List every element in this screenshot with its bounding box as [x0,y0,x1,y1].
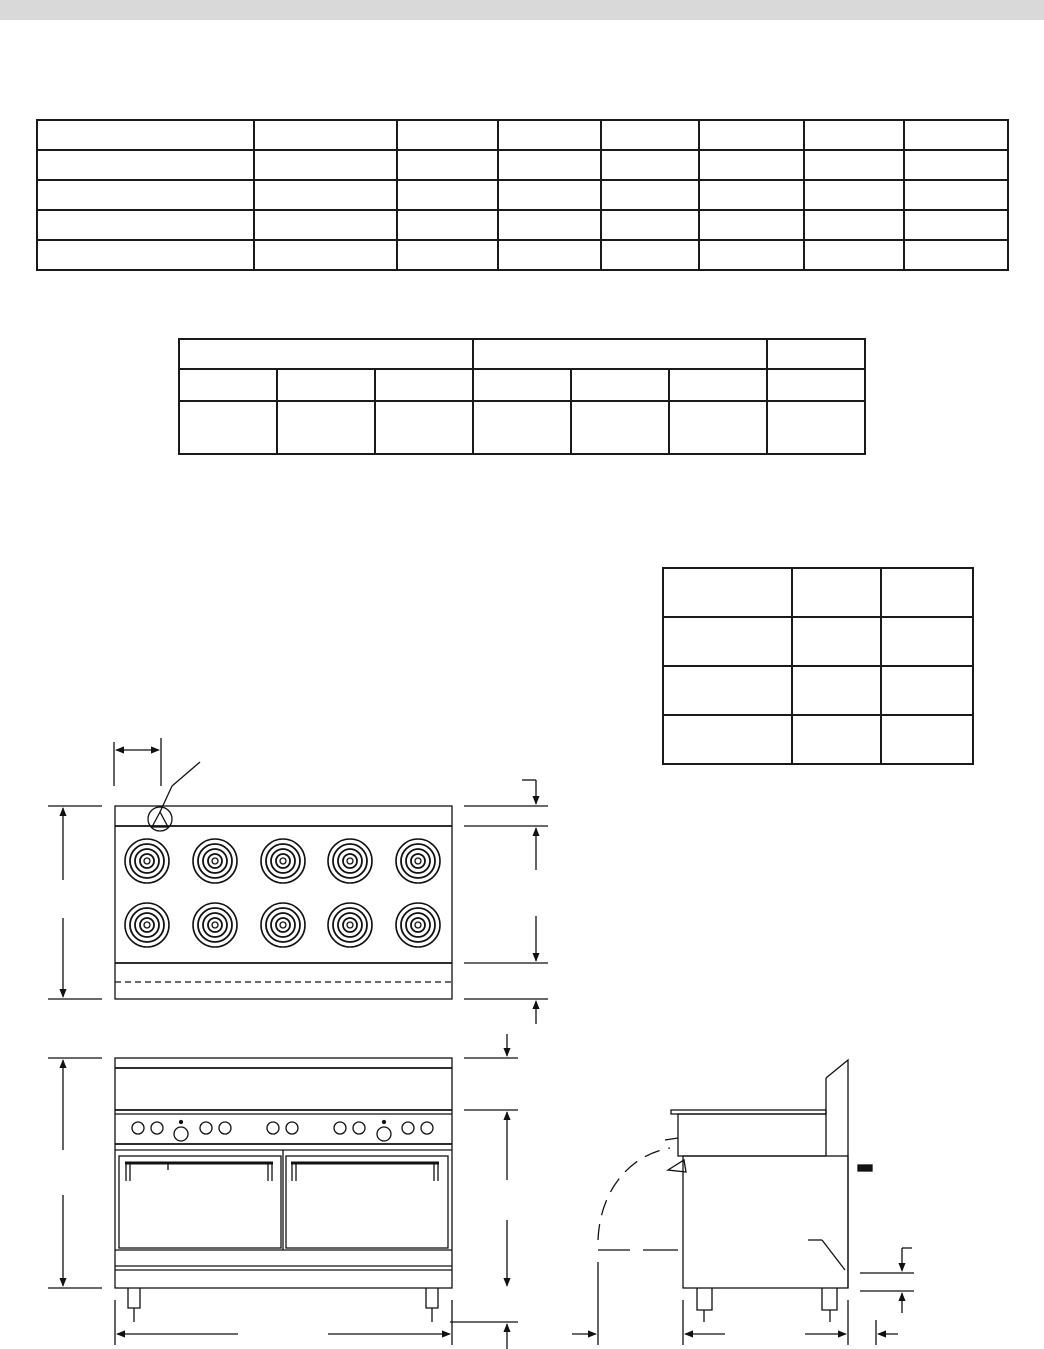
burner-icon [396,903,440,947]
burner-grid [125,839,440,947]
control-knobs [132,1121,433,1142]
burner-icon [261,903,305,947]
range-front-view [48,1034,518,1349]
burner-icon [261,839,305,883]
range-top-view [48,738,548,1024]
front-legs [128,1288,438,1322]
burner-icon [193,839,237,883]
side-legs [697,1288,837,1322]
burner-icon [328,839,372,883]
range-side-view [572,1060,914,1345]
burner-icon [396,839,440,883]
burner-icon [328,903,372,947]
burner-icon [125,903,169,947]
oven-doors [119,1150,448,1250]
burner-icon [193,903,237,947]
burner-icon [125,839,169,883]
